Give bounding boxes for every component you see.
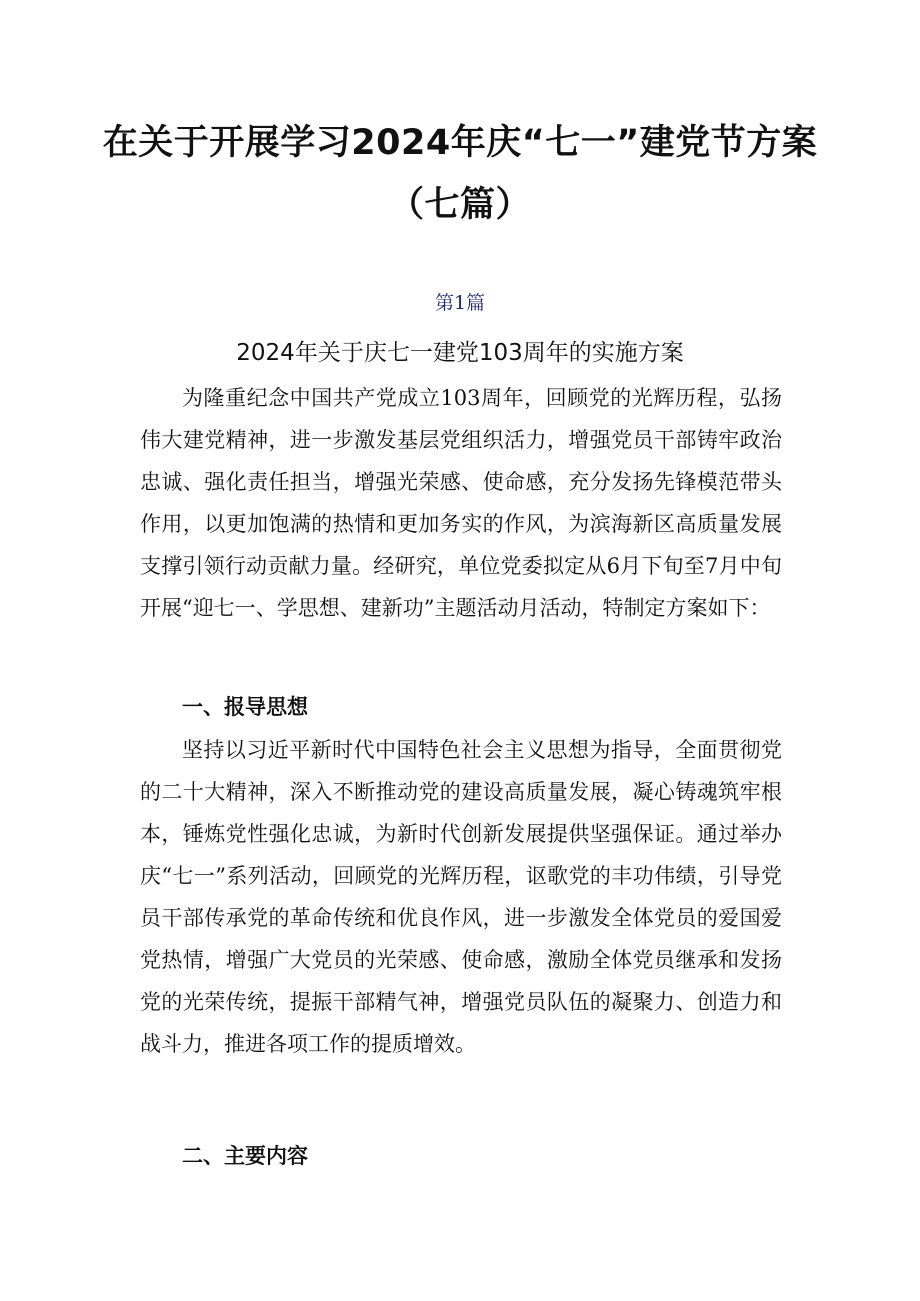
section-label: 第1篇 <box>434 292 486 314</box>
section-heading-main-content: 二、主要内容 <box>182 1144 308 1168</box>
body-paragraph-guiding-thought: 坚持以习近平新时代中国特色社会主义思想为指导，全面贯彻党的二十大精神，深入不断推动党的建设高质量发展，凝心铸魂筑牢根本，锤炼党性强化忠诚，为新时代创新发展提供坚强保证。通过举办庆“七一”系列活动，回顾党的光辉历程，讴歌党的丰功伟绩，引导党员干部传承党的革命传统和优良作风，进一步激发全体党员的爱国爱党热情，增强广大党员的光荣感、使命感，激励全体党员继承和发扬党的光荣传统，提振干部精气神，增强党员队伍的凝聚力、创造力和战斗力，推进各项工作的提质增效。 <box>140 738 782 1056</box>
body-paragraph-intro: 为隆重纪念中国共产党成立103周年，回顾党的光辉历程，弘扬伟大建党精神，进一步激发基层党组织活力，增强党员干部铸牢政治忠诚、强化责任担当，增强光荣感、使命感，充分发扬先锋模范带头作用，以更加饱满的热情和更加务实的作风，为滨海新区高质量发展支撑引领行动贡献力量。经研究，单位党委拟定从6月下旬至7月中旬开展“迎七一、学思想、建新功”主题活动月活动，特制定方案如下： <box>140 386 782 620</box>
document-title: 在关于开展学习2024年庆“七一”建党节方案（七篇） <box>102 123 818 225</box>
article-title: 2024年关于庆七一建党103周年的实施方案 <box>236 340 684 366</box>
section-heading-guiding-thought: 一、报导思想 <box>182 695 308 719</box>
